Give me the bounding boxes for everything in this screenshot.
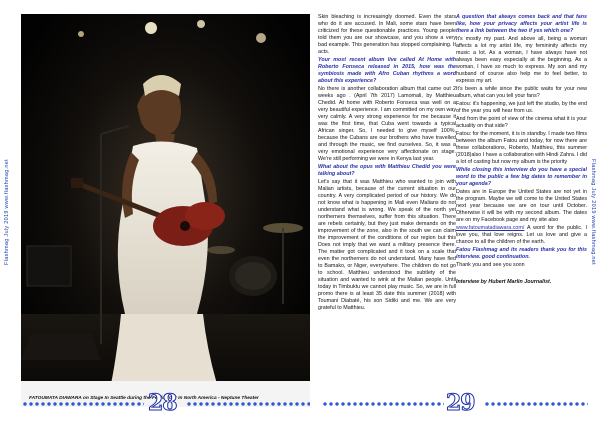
- paragraph: And from the point of view of the cinema what it is your actuality on that side?: [456, 116, 587, 129]
- interview-question: What about the opus with Matthieu Chedid you were talking about?: [318, 164, 456, 177]
- interview-question: Fatou Flashmag and its readers thank you for this interview. good continuation.: [456, 247, 587, 260]
- dotted-rule: [22, 401, 144, 409]
- interview-question: While closing this interview do you have a special word to the public a few big dates to remember in your agenda?: [456, 167, 587, 187]
- concert-photo-image: [21, 14, 310, 407]
- paragraph: Fatou: it's happening, we just left the studio, by the end of the year you will hear from us.: [456, 101, 587, 114]
- article-column-2: [456, 14, 587, 287]
- paragraph: Fatou: for the moment, it is in standby. I made two films between the album Fatou and today, for now there are these collaborations, Roberto, Matthieu, this summer (2018)also I have a collaboration with Hindi Zahra. I did a lot of casting but now my album is the priority: [456, 131, 587, 165]
- left-side-text: Flashmag July 2019 www.flashmag.net: [4, 159, 11, 265]
- paragraph: No there is another collaboration album that came out 2 weeks ago . (April 7th 2017) Lamomali, by Matthieu Chedid. At home with Roberto Fonseca was well on a very beautiful experience. I am committed on my own way very calmly. A very strong experience for me because it was the first time, that Cuba went towards a typical African singer. So, I needed to give myself 100%, because the Cubans are our brothers who have travelled and through the music, we find ourselves. So, it was a very emotional experience very affectionate on stage. We're still performing we were in Kenya last year.: [318, 86, 456, 162]
- byline: Interview by Hubert Marlin Journalist.: [456, 279, 552, 285]
- left-side-strip: [0, 0, 14, 424]
- concert-photo: [21, 14, 310, 407]
- dotted-rule: [186, 401, 310, 409]
- right-side-text: Flashmag July 2019 www.flashmag.net: [590, 159, 597, 265]
- interview-question: Your most recent album live called At Home with Roberto Fonseca released in 2015, how was the symbiosis made with Afro Cuban rhythms a word about this experience?: [318, 57, 456, 84]
- page-number-right: 29: [446, 390, 475, 416]
- website-link[interactable]: www.fatoumatadiawara.com/: [456, 225, 525, 231]
- paragraph-with-link: [456, 225, 587, 246]
- page-number-left: 28: [148, 390, 177, 416]
- paragraph: Dates are in Europe the United States are not yet in the program. Maybe we will come to the United States next year because we are on tour until October. Otherwise it will be with my second album. The dates are on my Facebook page and my site also: [456, 189, 587, 223]
- dotted-rule: [322, 401, 444, 409]
- paragraph: Thank you and see you soon: [456, 262, 525, 268]
- right-side-strip: [586, 0, 600, 424]
- article-column-1: [318, 14, 456, 313]
- paragraph: It's been a while since the public waits for your new album, what can you tell your fans?: [456, 86, 587, 99]
- paragraph: Let's say that it was Matthieu who wanted to join with Malian artists, because of the current situation in our country. A very complicated period of our history. We do not know what is happening in Mali even Malians do not understand what is wrong. We speak of the north yet northerners themselves, suffer from this situation. There are rebels certainly, but they just make demands on the improvement of the zone, also in the south we can claim the improvement of the conditions of our region but this Does not imply that we want a military presence there. The matter got complicated and it took on a scale that even the northerners do not understand. Many have fled to Bamako, or Niger, everywhere. The children do not go to school. Matthieu understood the subtlety of the situation and wanted to wink at the Malian people. Until today in Timbuktu we cannot play music. So, we are in full promo there is at least 35 date this summer (2018) with Toumani Diabaté, his son Sidiki and me. We are very grateful to Matthieu.: [318, 179, 456, 311]
- photo-caption: FATOUMATA DIAWARA on Stage In Seattle during the Fenfo Tour In North America - Neptune Theater: [29, 396, 259, 401]
- interview-question: A question that always comes back and that fans like, how your privacy affects your artist life is there a link between the two if yes which one?: [456, 14, 587, 34]
- paragraph-text: A word for the public. I love you, that love reigns. Let us love and give a chance to all the children of the earth.: [456, 225, 587, 245]
- paragraph: It's mostly my past. And above all, being a woman affects a lot my artist life, my femininity affects my music a lot. As a woman, I have always have not always been easy especially at the beginning. As a woman, I have so much to express. My son and my husband of course also help me to feel better, to express my art.: [456, 36, 587, 84]
- paragraph: Skin bleaching is increasingly doomed. Even the stars who do it are accused. In Mali, some stars have been criticized for these questionable practices. Young people told them you are our showcase, and you show a very bad example. This generation has stopped complaining. It acts.: [318, 14, 456, 55]
- dotted-rule: [484, 401, 588, 409]
